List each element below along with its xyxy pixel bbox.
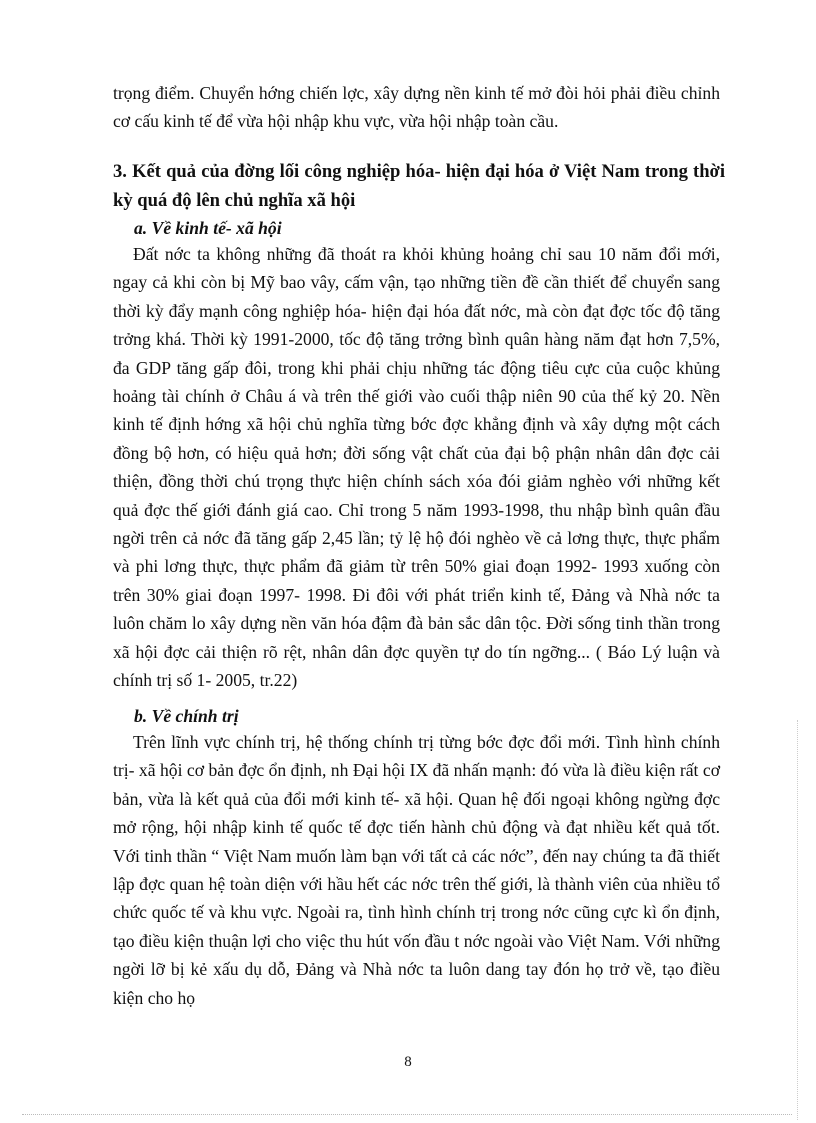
page-number: 8 xyxy=(404,1054,412,1070)
subsection-b-paragraph: Trên lĩnh vực chính trị, hệ thống chính trị từng bớc đợc đổi mới. Tình hình chính trị- xã hội cơ bản đợc ổn định, nh Đại hội IX đã nhấn mạnh: đó vừa là điều kiện rất cơ bản, vừa là kết quả của đổi mới kinh tế- xã hội. Quan hệ đối ngoại không ngừng đợc mở rộng, hội nhập kinh tế quốc tế đợc tiến hành chủ động và đạt nhiều kết quả tốt. Với tinh thần “ Việt Nam muốn làm bạn với tất cả các nớc”, đến nay chúng ta đã thiết lập đợc quan hệ toàn diện với hầu hết các nớc trên thế giới, là thành viên của nhiều tổ chức quốc tế và khu vực. Ngoài ra, tình hình chính trị trong nớc cũng cực kì ổn định, tạo điều kiện thuận lợi cho việc thu hút vốn đầu t nớc ngoài vào Việt Nam. Với những ngời lỡ bị kẻ xấu dụ dỗ, Đảng và Nhà nớc ta luôn dang tay đón họ trở về, tạo điều kiện cho họ xyxy=(113,732,720,1008)
subsection-a-title: a. Về kinh tế- xã hội xyxy=(134,218,282,238)
subsection-b-title: b. Về chính trị xyxy=(134,706,239,726)
section-heading: 3. Kết quả của đờng lối công nghiệp hóa- hiện đại hóa ở Việt Nam trong thời kỳ quá độ lên chủ nghĩa xã hội xyxy=(113,161,725,211)
bottom-dotted-border xyxy=(22,1114,792,1115)
intro-paragraph: trọng điểm. Chuyển hớng chiến lợc, xây dựng nền kinh tế mở đòi hỏi phải điều chỉnh cơ cấu kinh tế để vừa hội nhập khu vực, vừa hội nhập toàn cầu. xyxy=(113,83,720,132)
subsection-a-paragraph: Đất nớc ta không những đã thoát ra khỏi khủng hoảng chỉ sau 10 năm đổi mới, ngay cả khi còn bị Mỹ bao vây, cấm vận, tạo những tiền đề cần thiết để chuyển sang thời kỳ đẩy mạnh công nghiệp hóa- hiện đại hóa đất nớc, mà còn đạt đợc tốc độ tăng trởng khá. Thời kỳ 1991-2000, tốc độ tăng trởng bình quân hàng năm đạt hơn 7,5%, đa GDP tăng gấp đôi, trong khi phải chịu những tác động tiêu cực của cuộc khủng hoảng tài chính ở Châu á và trên thế giới vào cuối thập niên 90 của thế kỷ 20. Nền kinh tế định hớng xã hội chủ nghĩa từng bớc đợc khẳng định và xây dựng một cách đồng bộ hơn, có hiệu quả hơn; đời sống vật chất của đại bộ phận nhân dân đợc cải thiện, đồng thời chú trọng thực hiện chính sách xóa đói giảm nghèo với những kết quả đợc thế giới đánh giá cao. Chỉ trong 5 năm 1993-1998, thu nhập bình quân đầu ngời trên cả nớc đã tăng gấp 2,45 lần; tỷ lệ hộ đói nghèo về cả lơng thực, thực phẩm và phi lơng thực, thực phẩm đã giảm từ trên 50% giai đoạn 1992- 1993 xuống còn trên 30% giai đoạn 1997- 1998. Đi đôi với phát triển kinh tế, Đảng và Nhà nớc ta luôn chăm lo xây dựng nền văn hóa đậm đà bản sắc dân tộc. Đời sống tinh thần trong xã hội đợc cải thiện rõ rệt, nhân dân đợc quyền tự do tín ngỡng... ( Báo Lý luận và chính trị số 1- 2005, tr.22) xyxy=(113,244,720,691)
right-dotted-border xyxy=(797,720,798,1120)
